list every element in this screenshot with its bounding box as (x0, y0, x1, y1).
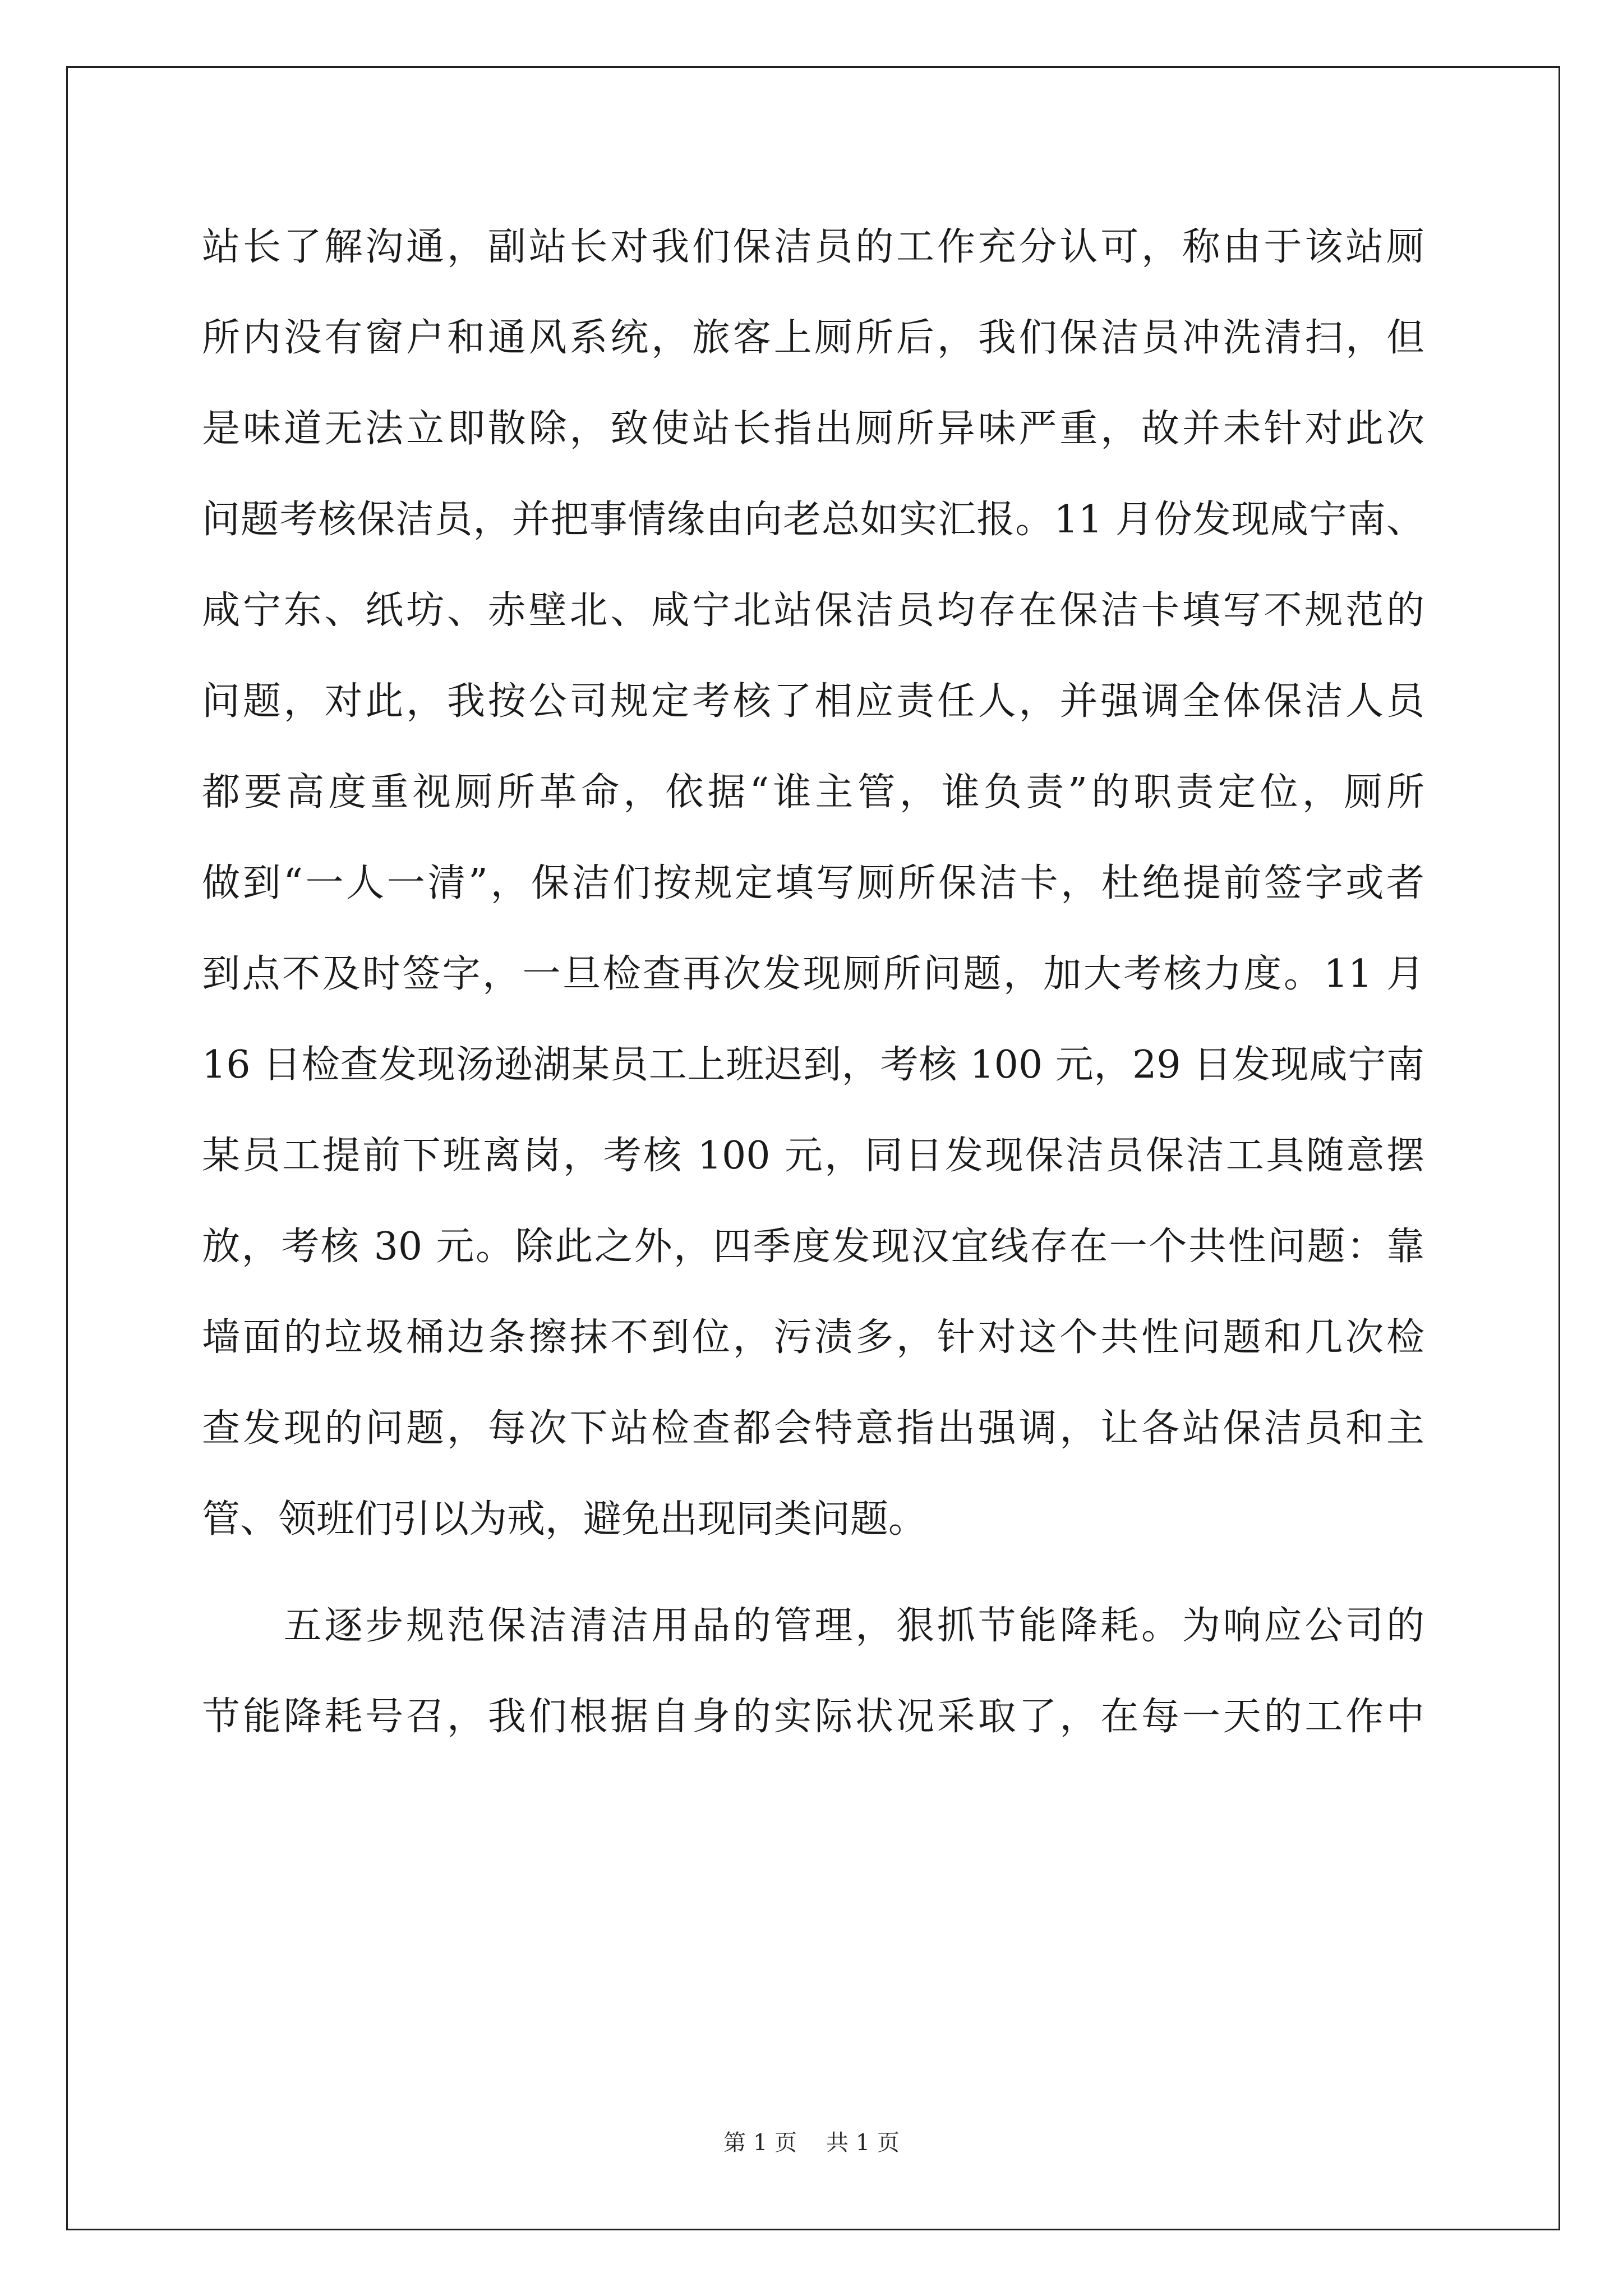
paragraph-2-line-1: 五逐步规范保洁清洁用品的管理，狠抓节能降耗。为响应公司的 (202, 1604, 1424, 1648)
paragraph-1-line-1: 站长了解沟通，副站长对我们保洁员的工作充分认可，称由于该站厕 (202, 225, 1424, 269)
paragraph-gap (202, 1565, 1424, 1581)
paragraph-1-line-12: 放，考核 30 元。除此之外，四季度发现汉宜线存在一个共性问题：靠 (202, 1225, 1424, 1269)
page-total: 共 1 页 (826, 2130, 900, 2156)
page-footer (0, 2125, 1623, 2157)
page-number: 第 1 页 (723, 2130, 797, 2156)
paragraph-1-line-9: 到点不及时签字，一旦检查再次发现厕所问题，加大考核力度。11 月 (202, 952, 1424, 996)
paragraph-2-line-2: 节能降耗号召，我们根据自身的实际状况采取了，在每一天的工作中 (202, 1695, 1424, 1739)
paragraph-1-line-15: 管、领班们引以为戒，避免出现同类问题。 (202, 1497, 927, 1542)
paragraph-1-line-6: 问题，对此，我按公司规定考核了相应责任人，并强调全体保洁人员 (202, 679, 1424, 724)
paragraph-1-line-4: 问题考核保洁员，并把事情缘由向老总如实汇报。11 月份发现咸宁南、 (202, 498, 1424, 542)
paragraph-1-line-8: 做到“一人一清”，保洁们按规定填写厕所保洁卡，杜绝提前签字或者 (202, 861, 1424, 905)
paragraph-1-line-13: 墙面的垃圾桶边条擦抹不到位，污渍多，针对这个共性问题和几次检 (202, 1315, 1424, 1360)
paragraph-1-line-11: 某员工提前下班离岗，考核 100 元，同日发现保洁员保洁工具随意摆 (202, 1134, 1424, 1178)
paragraph-1-line-14: 查发现的问题，每次下站检查都会特意指出强调，让各站保洁员和主 (202, 1406, 1424, 1451)
document-body (202, 202, 1424, 1763)
paragraph-1-line-5: 咸宁东、纸坊、赤壁北、咸宁北站保洁员均存在保洁卡填写不规范的 (202, 588, 1424, 633)
paragraph-1-line-2: 所内没有窗户和通风系统，旅客上厕所后，我们保洁员冲洗清扫，但 (202, 316, 1424, 360)
paragraph-1-line-10: 16 日检查发现汤逊湖某员工上班迟到，考核 100 元，29 日发现咸宁南 (202, 1043, 1424, 1087)
paragraph-1-line-3: 是味道无法立即散除，致使站长指出厕所异味严重，故并未针对此次 (202, 407, 1424, 451)
paragraph-1-line-7: 都要高度重视厕所革命，依据“谁主管，谁负责”的职责定位，厕所 (202, 770, 1424, 815)
